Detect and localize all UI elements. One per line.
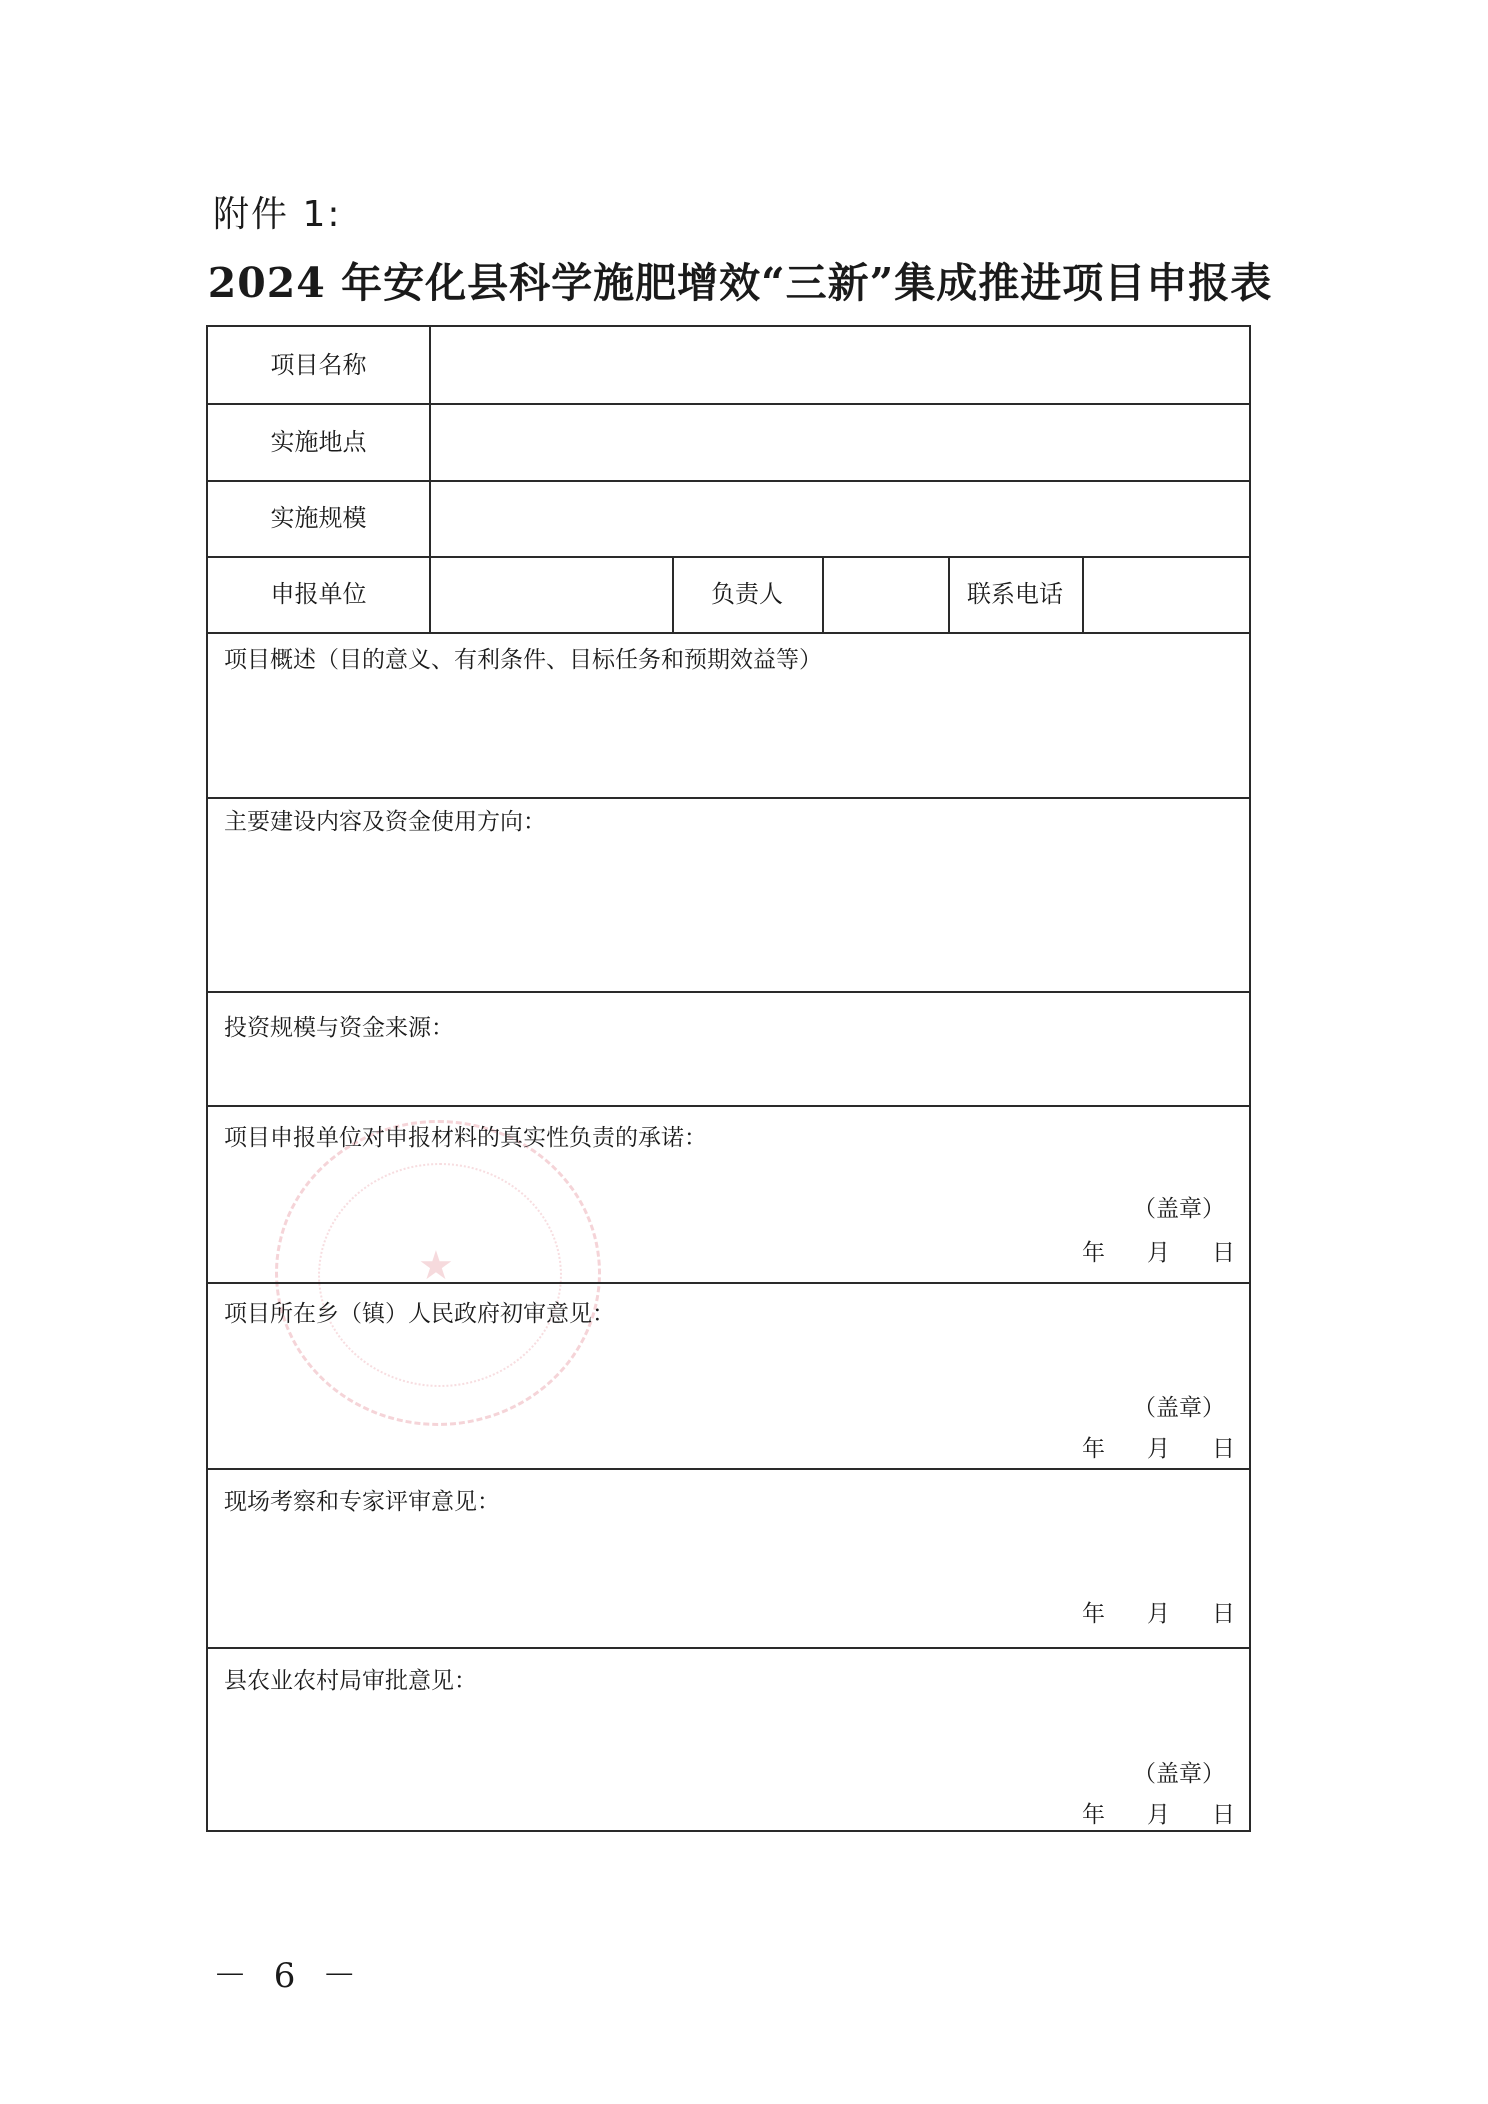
applicant-label: 申报单位: [270, 580, 367, 608]
year-label: 年: [1082, 1802, 1105, 1828]
column-divider: [429, 327, 431, 632]
month-label: 月: [1147, 1240, 1170, 1266]
day-label: 日: [1212, 1436, 1235, 1462]
month-label: 月: [1147, 1601, 1170, 1627]
page-number: － 6 －: [213, 1956, 365, 1996]
person-in-charge-label: 负责人: [711, 580, 783, 608]
year-label: 年: [1082, 1240, 1105, 1266]
phone-label: 联系电话: [967, 580, 1063, 608]
project-name-label: 项目名称: [270, 351, 367, 379]
row-divider: [208, 632, 1249, 634]
commitment-label: 项目申报单位对申报材料的真实性负责的承诺：: [224, 1125, 707, 1151]
expert-review-label: 现场考察和专家评审意见：: [224, 1489, 500, 1515]
year-label: 年: [1082, 1601, 1105, 1627]
row-divider: [208, 797, 1249, 799]
seal-note: （盖章）: [1133, 1761, 1225, 1787]
row-divider: [208, 991, 1249, 993]
month-label: 月: [1147, 1436, 1170, 1462]
column-divider: [1082, 556, 1084, 632]
investment-label: 投资规模与资金来源：: [224, 1015, 454, 1041]
row-divider: [208, 1282, 1249, 1284]
scale-label: 实施规模: [270, 504, 367, 532]
row-divider: [208, 556, 1249, 558]
seal-note: （盖章）: [1133, 1395, 1225, 1421]
overview-label: 项目概述（目的意义、有利条件、目标任务和预期效益等）: [224, 647, 822, 673]
day-label: 日: [1212, 1601, 1235, 1627]
township-review-label: 项目所在乡（镇）人民政府初审意见：: [224, 1301, 615, 1327]
year-label: 年: [1082, 1436, 1105, 1462]
day-label: 日: [1212, 1802, 1235, 1828]
row-divider: [208, 1105, 1249, 1107]
row-divider: [208, 480, 1249, 482]
attachment-label: 附件 1:: [213, 194, 342, 235]
seal-note: （盖章）: [1133, 1196, 1225, 1222]
bureau-approval-label: 县农业农村局审批意见：: [224, 1668, 477, 1694]
document-title: 2024 年安化县科学施肥增效“三新”集成推进项目申报表: [207, 259, 1273, 307]
month-label: 月: [1147, 1802, 1170, 1828]
date-row: [1082, 1603, 1235, 1626]
row-divider: [208, 1468, 1249, 1470]
row-divider: [208, 1647, 1249, 1649]
date-row: [1082, 1438, 1235, 1461]
location-label: 实施地点: [270, 428, 367, 456]
row-divider: [208, 403, 1249, 405]
date-row: [1082, 1804, 1235, 1827]
column-divider: [822, 556, 824, 632]
date-row: [1082, 1242, 1235, 1265]
application-form-table: [206, 325, 1251, 1832]
red-seal-star-icon: ★: [418, 1243, 454, 1289]
day-label: 日: [1212, 1240, 1235, 1266]
construction-label: 主要建设内容及资金使用方向：: [224, 809, 546, 835]
